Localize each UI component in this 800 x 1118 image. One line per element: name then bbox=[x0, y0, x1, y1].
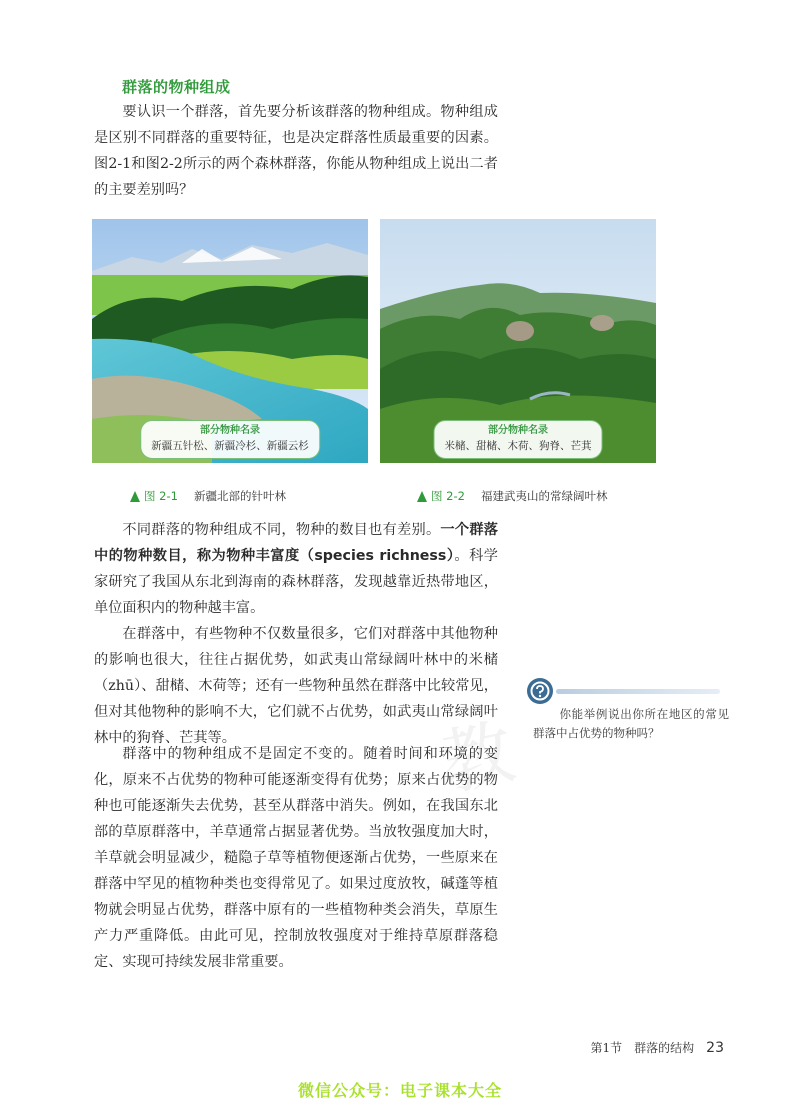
figure-2-1-caption bbox=[130, 488, 286, 504]
tree-marker-icon bbox=[130, 491, 140, 502]
paragraph-intro: 要认识一个群落，首先要分析该群落的物种组成。物种组成是区别不同群落的重要特征，也是决定群落性质最重要的因素。图2-1和图2-2所示的两个森林群落，你能从物种组成上说出二者的主要差别吗？ bbox=[94, 104, 498, 198]
species-list-box bbox=[140, 420, 320, 459]
species-list-text: 新疆五针松、新疆冷杉、新疆云杉 bbox=[151, 440, 309, 452]
figure-caption-text: 新疆北部的针叶林 bbox=[193, 489, 286, 503]
figure-number: 图 2-1 bbox=[144, 489, 178, 503]
sidebar-divider bbox=[556, 689, 720, 694]
tree-marker-icon bbox=[417, 491, 427, 502]
paragraph-text: 不同群落的物种组成不同，物种的数目也有差别。 bbox=[122, 522, 441, 538]
footer-section-label: 第1节 群落的结构 bbox=[590, 1041, 695, 1055]
watermark: 教 bbox=[433, 709, 522, 807]
wechat-banner: 微信公众号：电子课本大全 bbox=[297, 1081, 502, 1100]
species-list-text: 米槠、甜槠、木荷、狗脊、芒萁 bbox=[444, 440, 592, 452]
figure-caption-text: 福建武夷山的常绿阔叶林 bbox=[480, 489, 608, 503]
paragraph-community-change: 群落中的物种组成不是固定不变的。随着时间和环境的变化，原来不占优势的物种可能逐渐变得有优势；原来占优势的物种也可能逐渐失去优势，甚至从群落中消失。例如，在我国东北部的草原群落中，羊草通常占据显著优势。当放牧强度加大时，羊草就会明显减少，糙隐子草等植物便逐渐占优势，一些原来在群落中罕见的植物种类也变得常见了。如果过度放牧，碱蓬等植物就会明显占优势，群落中原有的一些植物种类会消失，草原生产力严重降低。由此可见，控制放牧强度对于维持草原群落稳定、实现可持续发展非常重要。 bbox=[94, 746, 498, 970]
figure-2-2-caption bbox=[417, 488, 607, 504]
paragraph-dominant-species: 在群落中，有些物种不仅数量很多，它们对群落中其他物种的影响也很大，往往占据优势，如武夷山常绿阔叶林中的米槠（zhū）、甜槠、木荷等；还有一些物种虽然在群落中比较常见，但对其他物种的影响不大，它们就不占优势，如武夷山常绿阔叶林中的狗脊、芒萁等。 bbox=[94, 626, 498, 746]
figure-2-1-photo bbox=[92, 219, 368, 463]
species-list-box bbox=[434, 420, 603, 459]
sidebar-question-text: 你能举例说出你所在地区的常见群落中占优势的物种吗？ bbox=[533, 707, 729, 740]
page-footer bbox=[591, 1039, 724, 1056]
key-term-definition: 一个群落中的物种数目，称为物种丰富度（species richness） bbox=[94, 522, 498, 564]
question-discussion-icon bbox=[527, 678, 553, 704]
page-number: 23 bbox=[706, 1040, 724, 1056]
figure-number: 图 2-2 bbox=[431, 489, 465, 503]
figure-2-2-photo bbox=[380, 219, 656, 463]
species-list-title: 部分物种名录 bbox=[488, 425, 548, 436]
section-title: 群落的物种组成 bbox=[122, 78, 231, 96]
paragraph-text: 。科学家研究了我国从东北到海南的森林群落，发现越靠近热带地区，单位面积内的物种越丰富。 bbox=[94, 548, 498, 616]
species-list-title: 部分物种名录 bbox=[200, 425, 260, 436]
paragraph-species-richness bbox=[94, 517, 498, 621]
